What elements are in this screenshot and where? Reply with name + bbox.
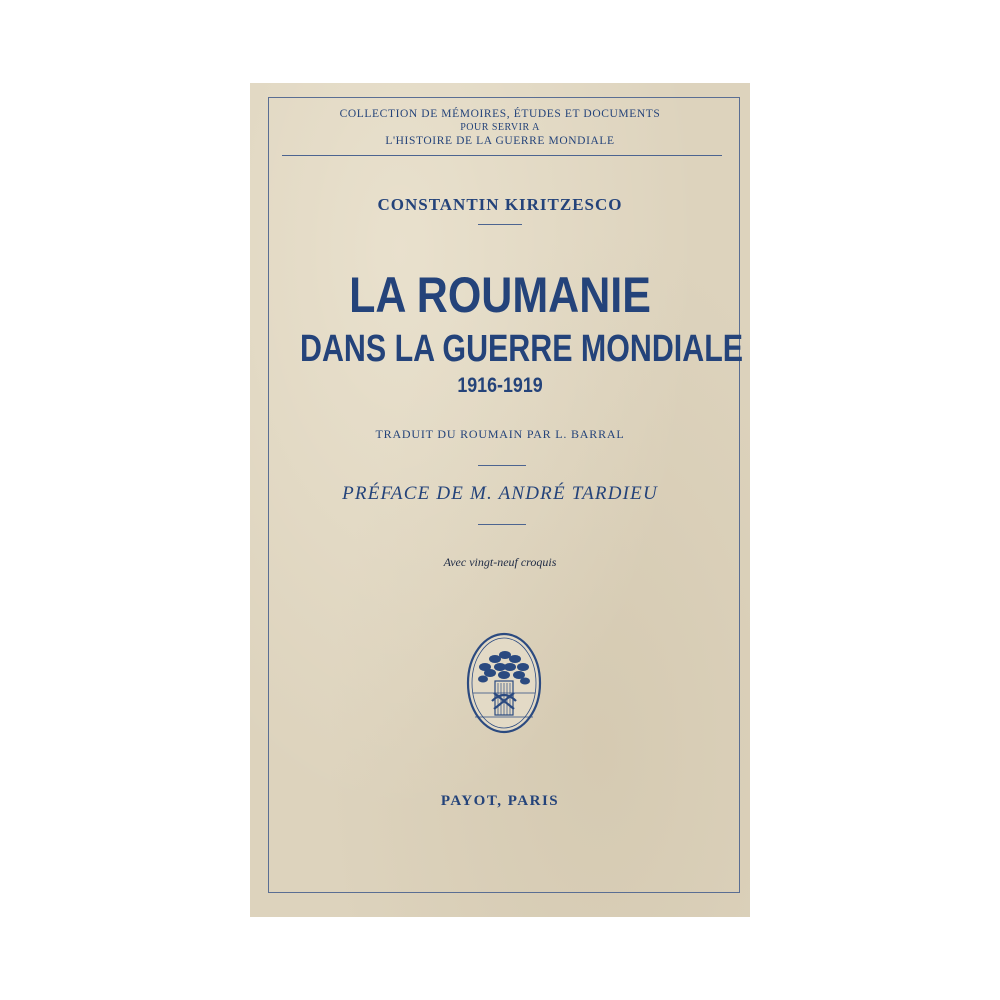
translator-divider-rule: [478, 465, 526, 466]
author-divider-rule: [478, 224, 522, 225]
series-title-line-2: POUR SERVIR A: [460, 122, 540, 133]
translator-credit: TRADUIT DU ROUMAIN PAR L. BARRAL: [375, 427, 625, 441]
book-title-subtitle: DANS LA GUERRE MONDIALE: [300, 328, 744, 370]
preface-divider-rule: [478, 524, 526, 525]
publisher-imprint: PAYOT, PARIS: [440, 793, 560, 809]
preface-credit: PRÉFACE DE M. ANDRÉ TARDIEU: [342, 483, 658, 504]
series-title-line-3: L'HISTOIRE DE LA GUERRE MONDIALE: [385, 135, 615, 147]
series-title-line-1: COLLECTION DE MÉMOIRES, ÉTUDES ET DOCUMENTS: [339, 108, 661, 120]
illustrations-note: Avec vingt-neuf croquis: [443, 555, 557, 569]
wheat-sheaf-emblem-icon: [465, 631, 543, 735]
author-name: CONSTANTIN KIRITZESCO: [377, 195, 623, 214]
book-title-years: 1916-1919: [457, 374, 543, 397]
book-title-main: LA ROUMANIE: [349, 267, 651, 323]
series-divider-rule: [282, 155, 722, 156]
title-page: [250, 83, 750, 917]
